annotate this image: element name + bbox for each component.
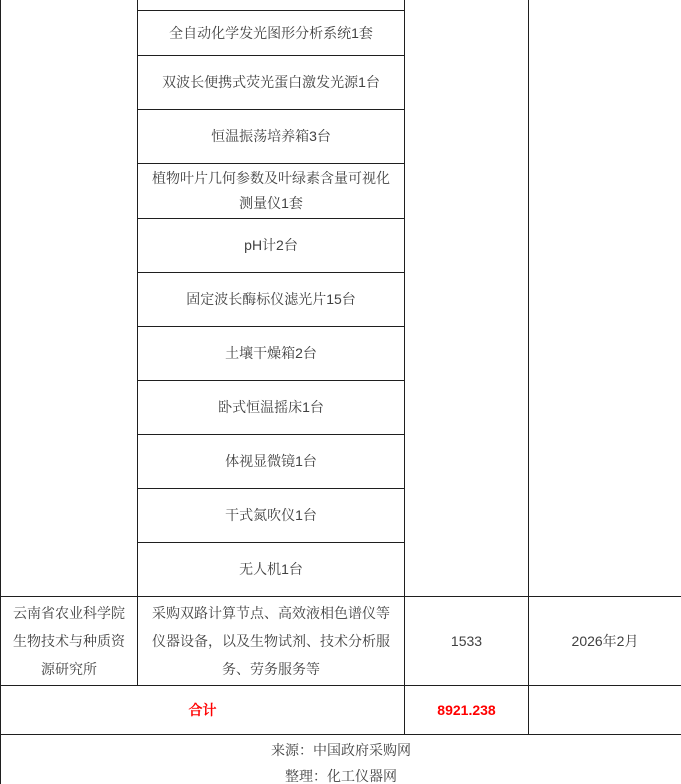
equipment-item-cell: 体视显微镜1台 xyxy=(138,435,405,489)
footer-cell xyxy=(1,735,681,784)
date-cell: 2026年2月 xyxy=(529,597,681,686)
date-column-empty-cell xyxy=(529,0,681,597)
amount-column-empty-cell xyxy=(405,0,529,597)
equipment-item-cell: 植物叶片几何参数及叶绿素含量可视化测量仪1套 xyxy=(138,164,405,219)
footer-source: 来源：中国政府采购网 xyxy=(271,742,411,758)
equipment-item-cell: 双波长便携式荧光蛋白激发光源1台 xyxy=(138,56,405,110)
org-column-empty-cell xyxy=(1,0,138,597)
organization-cell: 云南省农业科学院生物技术与种质资源研究所 xyxy=(1,597,138,686)
equipment-item-cell: pH计2台 xyxy=(138,219,405,273)
total-value-cell: 8921.238 xyxy=(405,686,529,735)
purchase-description-cell: 采购双路计算节点、高效液相色谱仪等仪器设备，以及生物试剂、技术分析服务、劳务服务等 xyxy=(138,597,405,686)
footer-row xyxy=(1,735,681,784)
table-row xyxy=(1,0,681,11)
equipment-item-cell: 卧式恒温摇床1台 xyxy=(138,381,405,435)
total-empty-cell xyxy=(529,686,681,735)
equipment-item-cell: 全自动化学发光图形分析系统1套 xyxy=(138,11,405,56)
equipment-item-cell: 固定波长酶标仪滤光片15台 xyxy=(138,273,405,327)
equipment-item-cell: 土壤干燥箱2台 xyxy=(138,327,405,381)
equipment-item-cell: 干式氮吹仪1台 xyxy=(138,489,405,543)
table-row xyxy=(1,597,681,686)
footer-organizer: 整理：化工仪器网 xyxy=(285,768,397,784)
total-label-cell: 合计 xyxy=(1,686,405,735)
equipment-item-cell: 无人机1台 xyxy=(138,543,405,597)
equipment-item-cell: 恒温振荡培养箱3台 xyxy=(138,110,405,164)
equipment-stub-cell xyxy=(138,0,405,11)
total-row xyxy=(1,686,681,735)
amount-cell: 1533 xyxy=(405,597,529,686)
